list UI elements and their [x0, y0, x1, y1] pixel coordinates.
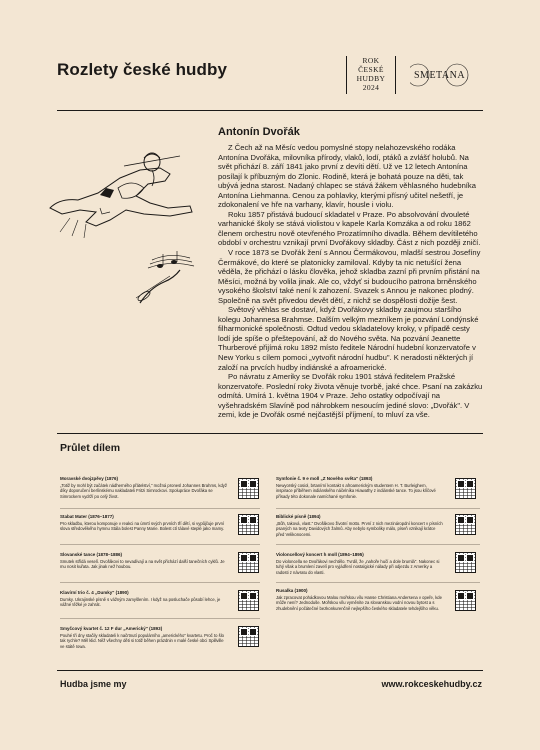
- qr-code[interactable]: [455, 514, 476, 535]
- work-item: [276, 588, 444, 611]
- work-title: Violoncellový koncert h moll (1894–1895): [276, 552, 364, 557]
- work-divider: [60, 508, 260, 509]
- article-paragraph: V roce 1873 se Dvořák žení s Annou Čermákovou, mladší sestrou Josefíny Čermákové, do které se platonicky zamiloval. Kdyby ta nic netušící žena věděla, že přichází o lásku člověka, jehož skladba zazní při prvním přistání na Měsíci, možná by volila jinak. Ale co, vždyť si budoucího patrona brněnského vysokého školství také není k zahození. Svazek s Annou je nakonec plodný. Společně na svět přivedou devět dětí, z nichž se dospělosti dožije šest.: [218, 248, 481, 305]
- footer-slogan: Hudba jsme my: [60, 679, 127, 689]
- work-item: [60, 552, 228, 570]
- work-description: Pro skladbu, kterou komponuje v reakci na úmrtí svých prvních tří dětí, si vypůjčuje první slova středověkého hymnu Stála bolest Panny Marie. Bolest ctí tálavé steplé jako mamy.: [60, 520, 225, 531]
- qr-code[interactable]: [238, 478, 259, 499]
- dvorak-violinist-illustration: [40, 148, 200, 248]
- work-divider: [60, 618, 260, 619]
- music-notes-illustration: [130, 248, 205, 308]
- smetana-logo-text: SMETANA: [414, 70, 466, 81]
- works-section-title: Průlet dílem: [60, 442, 121, 454]
- work-description: Smutek střídá veselí. Dvořákovi to nevadívají a na svět přichází další tanečních cyklů. Je mu nosit kuřata. Jak jinak než houbou.: [60, 558, 225, 569]
- header-divider: [57, 110, 483, 111]
- work-description: „Totiž by mohl být začátek nádherného přátelství," možná pronesl Johannes Brahms, když díky doporučení berlínskému nakladateli Fritzi Simrockovi. Spolupráce Dvořáka se Simrockem vydrží po celý život.: [60, 482, 227, 499]
- work-description: Jak zpracovat pohádkovou Malou mořskou vílu Hanse Christiana Andersena v opeře, kde může není? Jednoduše. Mořskou vílu vyměníte za slovanskou vodní novou bytost a s zhudebnění počátečné bezkonkurenčně nejlepšího českého skladatele tehdejšího věku.: [276, 594, 442, 611]
- work-title: Slovanské tance (1878–1886): [60, 552, 123, 557]
- work-description: „Bůh, taková, vlast." Dvořákovo životní motto. První z nich mezináropdní koncert v písních psaných na texty Davidových žalmů. Aby nebylo symboliky málo, píseň vznikají krátce před Velikonocemi.: [276, 520, 443, 537]
- work-item: [60, 626, 228, 649]
- work-divider: [276, 544, 480, 545]
- article-title: Antonín Dvořák: [218, 126, 300, 138]
- qr-code[interactable]: [238, 552, 259, 573]
- qr-code[interactable]: [238, 514, 259, 535]
- qr-code[interactable]: [238, 626, 259, 647]
- article-paragraph: Světový věhlas se dostaví, když Dvořákovy skladby zaujmou staršího kolegu Johannesa Brahmse. Dalším velkým mezníkem je pozvání Londýnské filharmonické společnosti. Odtud vedou skladatelovy kroky, v případě cesty lodí jde spíše o přeštepování, až do Nového světa. Na pozvání Jeanette Thurberové přijímá roku 1892 místo ředitele Národní hudební konzervatoře v New Yorku s cílem pomoci „vytvořit národní hudbu". K neradosti některých jí založí na prvcích hudby indiánské a afroamerické.: [218, 305, 479, 372]
- work-item: [60, 476, 228, 499]
- work-divider: [60, 544, 260, 545]
- logo-rok-line: ČESKÉ: [358, 65, 384, 74]
- work-item: [276, 476, 444, 499]
- work-item: [276, 514, 444, 537]
- qr-code[interactable]: [455, 552, 476, 573]
- work-title: Klavírní trio č. 4 „Dumky" (1890): [60, 590, 129, 595]
- article-paragraph: Roku 1857 přistává budoucí skladatel v Praze. Po absolvování dvouleté varhanické školy se stává violistou v kapele Karla Komzáka a od roku 1862 členem orchestru nově otevřeného Prozatímního divadla. Během devítiletého období v orchestru vznikají první Dvořákovy skladby. Část z nich později zničí.: [218, 209, 481, 248]
- qr-code[interactable]: [455, 590, 476, 611]
- smetana-logo: [410, 56, 470, 94]
- work-description: Dumky. Ukrajinské písně s vážným zamyšlením. I když na posluchače působí lehce, je vážné těžké je zahrát.: [60, 596, 221, 607]
- work-item: [276, 552, 444, 575]
- logo-rok-line: 2024: [362, 83, 380, 92]
- page-title: Rozlety české hudby: [57, 60, 228, 79]
- rok-ceske-hudby-logo: [346, 56, 396, 94]
- work-item: [60, 514, 228, 532]
- article-paragraph: Z Čech až na Měsíc vedou pomyslné stopy nelahozevského rodáka Antonína Dvořáka, milovníka přírody, vlaků, lodí, ptáků a zvlášť holubů. Na svět přichází 8. září 1841 jako první z devíti dětí. Už ve 12 letech Antonína posílají k příbuzným do Zlonic. Rodině, která je bohatá pouze na děti, tak ubývá jedna starost. Nadaný chlapec se stává žákem věhlasného hudebníka Antonína Liehmanna. Cenou za pohlavky, kterými přísný učitel nešetří, je zdokonalení ve hře na varhany, klavír, housle i violu.: [218, 143, 476, 210]
- article-paragraph: Po návratu z Ameriky se Dvořák roku 1901 stává ředitelem Pražské konzervatoře. Poslední roky života věnuje tvorbě, jaké chce. Psaní na zakázku odmítá. Umírá 1. května 1904 v Praze. Jeho ostatky odpočívají na vyšehradském Slavíně pod náhrobkem nesoucím jediné slovo: „Dvořák". V zemi, kde je Dvořák osmé nejčastější příjmení, to mluví za vše.: [218, 372, 483, 420]
- work-title: Smyčcový kvartet č. 12 F dur „Americký" (1893): [60, 626, 163, 631]
- work-title: Rusalka (1900): [276, 588, 308, 593]
- article-body: [218, 143, 483, 420]
- work-title: Symfonie č. 9 e moll „Z Nového světa" (1893): [276, 476, 373, 481]
- work-item: [60, 590, 228, 608]
- work-divider: [276, 582, 480, 583]
- qr-code[interactable]: [238, 590, 259, 611]
- work-description: Do violoncella se Dvořákovi nechtělo. Tvrdil, že „nahoře hučí a dole brumlá". Nakonec si tuhý však a brumlení zavelí pro vyjádření nostalgické nálady při odjezdu z Ameriky a radosti z návratu do vlasti.: [276, 558, 440, 575]
- footer-website-link[interactable]: www.rokceskehudby.cz: [381, 679, 482, 689]
- work-title: Biblické písně (1894): [276, 514, 321, 519]
- footer-divider: [57, 670, 483, 671]
- logo-rok-line: HUDBY: [356, 74, 386, 83]
- works-divider: [57, 433, 483, 434]
- work-divider: [60, 582, 260, 583]
- logo-rok-line: ROK: [362, 56, 380, 65]
- work-description: Pouhé tři dny stačily skladateli k načrtnutí populárního „amerického" kvartetu. Proč to šlo tak rychle? Měl klid. Něž všechny děti si totiž běhen prázdnin v malé české obci Spillville ve státě Iowa.: [60, 632, 224, 649]
- work-title: Stabat Mater (1876–1877): [60, 514, 114, 519]
- qr-code[interactable]: [455, 478, 476, 499]
- work-divider: [276, 508, 480, 509]
- work-title: Moravské dvojzpěvy (1876): [60, 476, 119, 481]
- work-description: Newyorský cosiol, brtanírní kontakt s afroamerickým studentem H. T. Burleighem, inspirace příběhem indiánského náčelníka Hiawathy z indiánské tance. To jsou klíčové přísady této dokonale namíchané symfonie.: [276, 482, 436, 499]
